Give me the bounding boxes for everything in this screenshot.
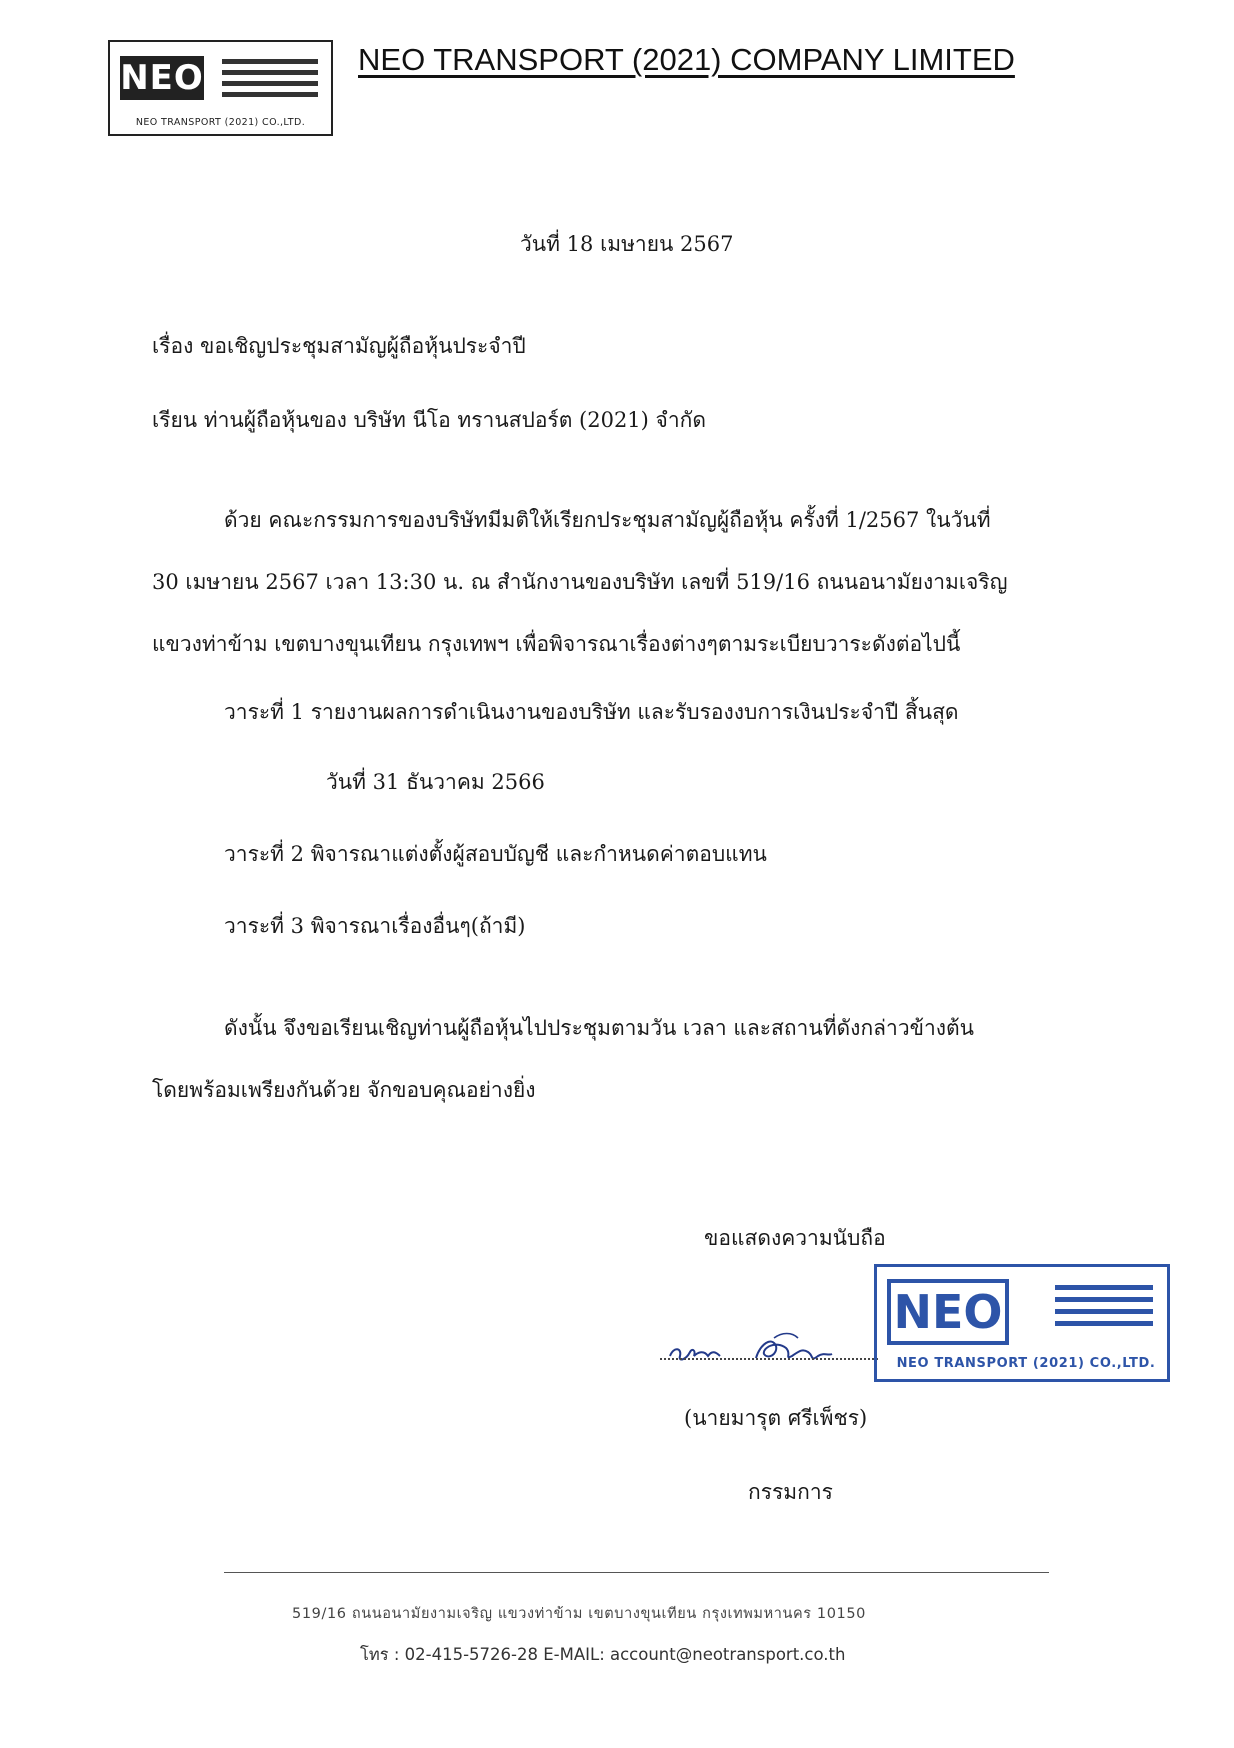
signer-name: (นายมารุต ศรีเพ็ชร) [684, 1406, 868, 1430]
agenda-item-1-continued: วันที่ 31 ธันวาคม 2566 [326, 770, 545, 794]
company-logo [108, 40, 333, 136]
stamp-stripes [1055, 1285, 1153, 1333]
agenda-item-3: วาระที่ 3 พิจารณาเรื่องอื่นๆ(ถ้ามี) [224, 914, 526, 938]
signature [664, 1326, 874, 1370]
body-line-1: ด้วย คณะกรรมการของบริษัทมีมติให้เรียกประชุมสามัญผู้ถือหุ้น ครั้งที่ 1/2567 ในวันที่ [224, 508, 991, 532]
stamp-subtext: NEO TRANSPORT (2021) CO.,LTD. [896, 1356, 1156, 1371]
footer-contact: โทร : 02-415-5726-28 E-MAIL: account@neotransport.co.th [360, 1645, 846, 1664]
regards: ขอแสดงความนับถือ [704, 1226, 886, 1250]
footer-address: 519/16 ถนนอนามัยงามเจริญ แขวงท่าข้าม เขตบางขุนเทียน กรุงเทพมหานคร 10150 [292, 1606, 867, 1622]
stamp-neo-text: NEO [887, 1279, 1009, 1345]
signature-line [660, 1358, 878, 1360]
company-name: NEO TRANSPORT (2021) COMPANY LIMITED [358, 42, 1015, 77]
signer-title: กรรมการ [748, 1480, 833, 1504]
body-line-3: แขวงท่าข้าม เขตบางขุนเทียน กรุงเทพฯ เพื่อพิจารณาเรื่องต่างๆตามระเบียบวาระดังต่อไปนี้ [152, 632, 961, 656]
letter-subject: เรื่อง ขอเชิญประชุมสามัญผู้ถือหุ้นประจำปี [152, 334, 526, 358]
company-stamp [874, 1264, 1170, 1382]
letter-date: วันที่ 18 เมษายน 2567 [520, 232, 734, 256]
logo-neo-text: NEO [120, 58, 204, 98]
agenda-item-1: วาระที่ 1 รายงานผลการดำเนินงานของบริษัท และรับรองงบการเงินประจำปี สิ้นสุด [224, 700, 959, 724]
closing-line-1: ดังนั้น จึงขอเรียนเชิญท่านผู้ถือหุ้นไปประชุมตามวัน เวลา และสถานที่ดังกล่าวข้างต้น [224, 1016, 975, 1040]
footer-divider [224, 1572, 1049, 1573]
body-line-2: 30 เมษายน 2567 เวลา 13:30 น. ณ สำนักงานของบริษัท เลขที่ 519/16 ถนนอนามัยงามเจริญ [152, 570, 1008, 594]
logo-subtext: NEO TRANSPORT (2021) CO.,LTD. [135, 117, 306, 128]
agenda-item-2: วาระที่ 2 พิจารณาแต่งตั้งผู้สอบบัญชี และกำหนดค่าตอบแทน [224, 842, 767, 866]
closing-line-2: โดยพร้อมเพรียงกันด้วย จักขอบคุณอย่างยิ่ง [152, 1078, 536, 1102]
letter-recipient: เรียน ท่านผู้ถือหุ้นของ บริษัท นีโอ ทรานสปอร์ต (2021) จำกัด [152, 408, 706, 432]
logo-stripes [222, 59, 318, 103]
